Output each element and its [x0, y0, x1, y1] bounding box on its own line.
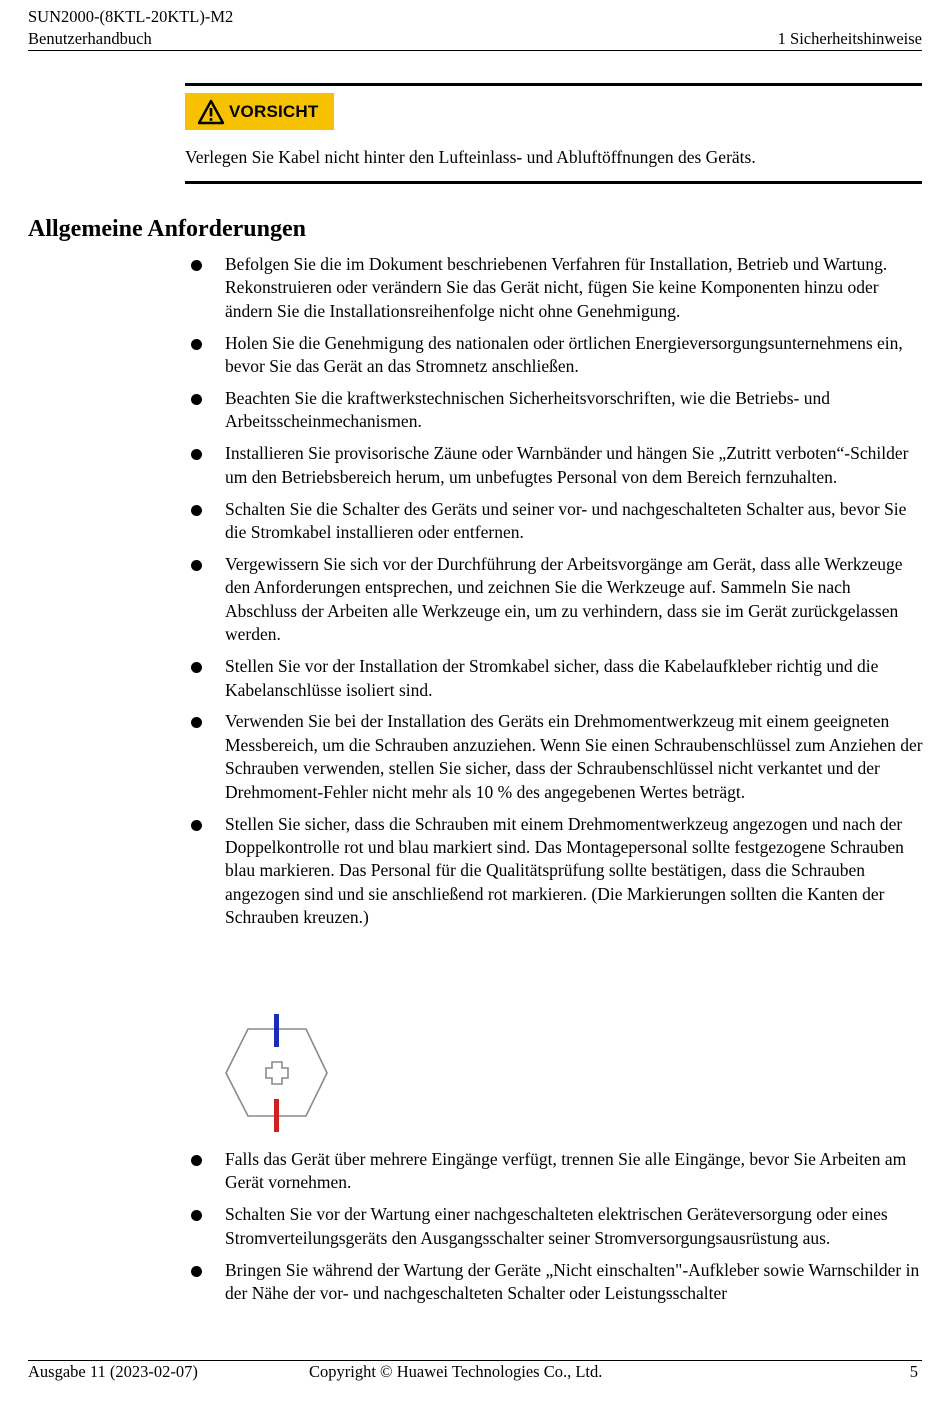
list-item-text: Falls das Gerät über mehrere Eingänge verfügt, trennen Sie alle Eingänge, bevor Sie Arbeiten am Gerät vornehmen. [225, 1149, 907, 1193]
list-item [185, 442, 925, 489]
cross-recess-icon [266, 1062, 288, 1084]
warning-triangle-icon [197, 99, 225, 125]
header-divider [28, 50, 922, 51]
list-item [185, 655, 925, 702]
section-title: Allgemeine Anforderungen [28, 216, 306, 242]
bullet-icon [191, 820, 202, 831]
page-header [28, 6, 922, 50]
list-item [185, 1148, 925, 1195]
bullet-icon [191, 260, 202, 271]
list-item [185, 553, 925, 647]
caution-notice [185, 83, 922, 184]
list-item-text: Verwenden Sie bei der Installation des Geräts ein Drehmomentwerkzeug mit einem geeigneten Messbereich, um die Schrauben anzuziehen. Wenn Sie einen Schraubenschlüssel zum Anziehen der Schrauben verwenden, stellen Sie sicher, dass der Schraubenschlüssel nicht verkantet und der Drehmoment-Fehler nicht mehr als 10 % des angegebenen Wertes beträgt. [225, 711, 923, 802]
list-item-text: Holen Sie die Genehmigung des nationalen oder örtlichen Energieversorgungsunternehmens ein, bevor Sie das Gerät an das Stromnetz anschließen. [225, 332, 903, 377]
bullet-icon [191, 560, 202, 571]
bullet-icon [191, 717, 202, 728]
header-product: SUN2000-(8KTL-20KTL)-M2 [28, 7, 234, 26]
bullet-icon [191, 505, 202, 516]
list-item-text: Stellen Sie sicher, dass die Schrauben mit einem Drehmomentwerkzeug angezogen und nach der Doppelkontrolle rot und blau markiert sind. Das Montagepersonal sollte festgezogene Schrauben blau markieren. Das Personal für die Qualitätsprüfung sollte bestätigen, dass die Schrauben angezogen sind und sie anschließend rot markieren. (Die Markierungen sollten die Kanten der Schrauben kreuzen.) [225, 813, 904, 928]
header-manual: Benutzerhandbuch [28, 29, 152, 48]
page-number: 5 [909, 1362, 918, 1381]
list-item-text: Schalten Sie die Schalter des Geräts und seiner vor- und nachgeschalteten Schalter aus, bevor Sie die Stromkabel installieren oder entfernen. [225, 498, 907, 543]
caution-label: VORSICHT [229, 101, 319, 121]
list-item [185, 387, 925, 434]
list-item [185, 710, 925, 804]
list-item-text: Stellen Sie vor der Installation der Stromkabel sicher, dass die Kabelaufkleber richtig und die Kabelanschlüsse isoliert sind. [225, 656, 879, 700]
bullet-icon [191, 394, 202, 405]
list-item [185, 813, 925, 930]
header-chapter: 1 Sicherheitshinweise [777, 29, 922, 48]
bullet-icon [191, 449, 202, 460]
red-mark [274, 1099, 279, 1132]
list-item [185, 332, 925, 379]
list-item-text: Vergewissern Sie sich vor der Durchführung der Arbeitsvorgänge am Gerät, dass alle Werkzeuge den Anforderungen entsprechen, und zeichnen Sie die Werkzeuge auf. Sammeln Sie nach Abschluss der Arbeiten alle Werkzeuge ein, um zu verhindern, dass sie im Gerät zurückgelassen werden. [225, 553, 903, 645]
bullet-icon [191, 1155, 202, 1166]
bullet-icon [191, 1266, 202, 1277]
bullet-icon [191, 339, 202, 350]
list-item [185, 1259, 925, 1306]
page-footer [28, 1361, 922, 1385]
list-item-text: Befolgen Sie die im Dokument beschriebenen Verfahren für Installation, Betrieb und Wartung. Rekonstruieren oder verändern Sie das Gerät nicht, fügen Sie keine Komponenten hinzu oder ändern Sie die Installationsreihenfolge nicht ohne Genehmigung. [225, 254, 888, 321]
list-item-text: Installieren Sie provisorische Zäune oder Warnbänder und hängen Sie „Zutritt verboten“-Schilder um den Betriebsbereich herum, um unbefugtes Personal von dem Bereich fernzuhalten. [225, 443, 909, 487]
caution-text: Verlegen Sie Kabel nicht hinter den Lufteinlass- und Abluftöffnungen des Geräts. [185, 147, 756, 167]
blue-mark [274, 1014, 279, 1047]
list-item [185, 253, 925, 323]
list-item-text: Beachten Sie die kraftwerkstechnischen Sicherheitsvorschriften, wie die Betriebs- und Arbeitsscheinmechanismen. [225, 388, 831, 432]
bullet-icon [191, 1210, 202, 1221]
requirements-list-continued [185, 1148, 925, 1314]
requirements-list [185, 253, 925, 938]
list-item-text: Schalten Sie vor der Wartung einer nachgeschalteten elektrischen Geräteversorgung oder eines Stromverteilungsgeräts den Ausgangsschalter seiner Stromversorgungsausrüstung aus. [225, 1204, 888, 1248]
screw-marking-diagram [223, 1012, 331, 1134]
list-item [185, 498, 925, 545]
footer-edition: Ausgabe 11 (2023-02-07) [28, 1362, 198, 1381]
list-item [185, 1203, 925, 1250]
list-item-text: Bringen Sie während der Wartung der Geräte „Nicht einschalten"-Aufkleber sowie Warnschilder in der Nähe der vor- und nachgeschalteten Schalter oder Leistungsschalter [225, 1259, 920, 1304]
caution-badge [185, 93, 334, 130]
footer-copyright: Copyright © Huawei Technologies Co., Ltd. [309, 1362, 603, 1381]
bullet-icon [191, 662, 202, 673]
